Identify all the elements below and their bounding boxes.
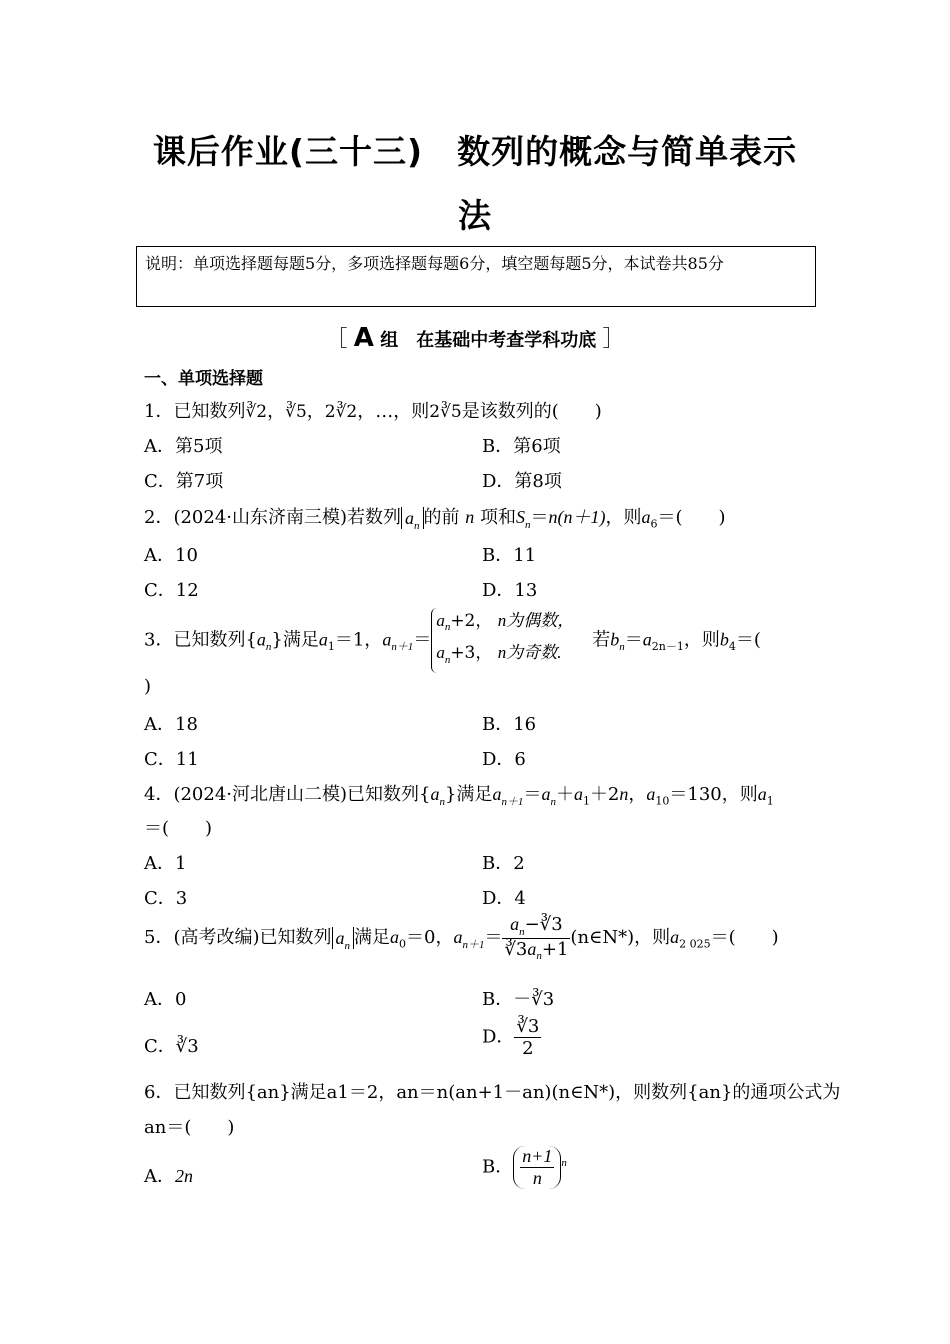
group-bracket-right: ］ <box>602 327 625 352</box>
q3-tail2: ，则 <box>683 629 720 651</box>
section-title: 一、单项选择题 <box>144 369 263 389</box>
q3-option-d: D．6 <box>482 749 526 770</box>
q4-a: a <box>430 784 440 804</box>
q2-mid: 的前 <box>423 507 460 528</box>
q3-tail: 若 <box>574 629 611 651</box>
q4-comma: ， <box>628 784 647 805</box>
q4-nvar: n <box>619 784 629 804</box>
q2-option-c: C．12 <box>144 580 199 601</box>
q3-prefix: 3．已知数列{ <box>144 629 257 651</box>
q6-b-paren <box>513 1146 561 1189</box>
q2-prefix: 2．(2024·山东济南三模)若数列 <box>144 507 402 528</box>
q5-d-label: D． <box>482 1026 515 1048</box>
group-heading <box>0 322 950 353</box>
q5-a: a <box>335 928 345 949</box>
q3-n1: n＋1 <box>391 640 414 653</box>
q4-option-c: C．3 <box>144 888 188 909</box>
q6-a-value: 2n <box>175 1166 193 1186</box>
score-note-text: 说明：单项选择题每题5分，多项选择题每题6分，填空题每题5分，本试卷共85分 <box>145 254 724 273</box>
question-6-stem: 6．已知数列{an}满足a1＝2，an＝n(an+1－an)(n∈N*)，则数列{an}的通项公式为 <box>144 1082 841 1103</box>
q2-mid2: 项和 <box>480 507 516 528</box>
question-5-stem <box>144 914 779 962</box>
q4-prefix: 4．(2024·河北唐山二模)已知数列{ <box>144 784 431 805</box>
q4-option-b: B．2 <box>482 853 525 874</box>
q1-sep2: ， <box>306 401 325 422</box>
q5-prefix: 5．(高考改编)已知数列 <box>144 927 332 949</box>
q5-fraction: $\frac{a_n-∛3}{∛3a_n+1}$ <box>504 914 569 963</box>
q2-seq-bars <box>401 507 424 532</box>
question-2-stem: 2．(2024·山东济南三模)若数列 $a_n$ 的前 n 项和$S_n=n(n+1)$，则$a_6=$( ) <box>144 507 726 532</box>
q3-case1-expr: +2， <box>450 611 493 631</box>
q1-option-a: A．第5项 <box>144 436 223 457</box>
q5-idx: 2 025 <box>679 937 711 951</box>
q4-option-a: A．1 <box>144 853 187 874</box>
q5-mid: 满足 <box>354 927 390 949</box>
q6-option-a <box>144 1162 193 1188</box>
q6-a-label: A． <box>144 1166 175 1187</box>
q3-an1: a <box>382 629 392 650</box>
q3-option-c: C．11 <box>144 749 199 770</box>
q3-b: b <box>610 629 620 650</box>
q1-prefix: 1．已知数列 <box>144 401 246 422</box>
q3-eq2: ＝ <box>413 629 432 651</box>
q4-plus: ＋ <box>555 784 574 805</box>
q5-d-den: 2 <box>522 1038 534 1059</box>
q3-option-b: B．16 <box>482 714 537 735</box>
q5-d-num: ∛3 <box>516 1016 540 1037</box>
q2-six: 6 <box>650 517 658 531</box>
q2-a: a <box>405 508 415 528</box>
q3-end-paren: ) <box>144 676 152 697</box>
q4-end: ＝( ) <box>144 818 213 839</box>
q2-option-d: D．13 <box>482 580 538 601</box>
q1-term4: 2∛5 <box>429 402 462 422</box>
q3-a1: a <box>318 629 328 650</box>
q4-one: 1 <box>766 794 774 808</box>
q1-option-b: B．第6项 <box>482 436 561 457</box>
q4-eq: ＝ <box>523 784 542 805</box>
q6-b-den: n <box>532 1168 542 1188</box>
q2-n: n <box>414 519 420 532</box>
question-4-stem <box>144 780 774 809</box>
q3-n: n <box>265 640 272 653</box>
q3-end: ＝( <box>735 629 761 651</box>
q1-sep1: ， <box>267 401 286 422</box>
q5-eq: ＝ <box>484 927 503 949</box>
q1-option-d: D．第8项 <box>482 471 562 492</box>
q5-zero: 0 <box>399 937 406 951</box>
q2-tail: ，则 <box>605 507 642 528</box>
page-title-line1: 课后作业(三十三) 数列的概念与简单表示 <box>152 132 798 171</box>
group-label: 组 在基础中考查学科功底 <box>380 330 597 351</box>
q6-option-b <box>482 1146 567 1189</box>
q2-S: S <box>516 507 525 527</box>
q2-option-a: A．10 <box>144 545 198 566</box>
q4-r1i: 1 <box>582 794 590 808</box>
q3-option-a: A．18 <box>144 714 198 735</box>
question-6-stem-line2: an＝( ) <box>144 1117 235 1138</box>
q4-an1: a <box>492 784 502 804</box>
q4-ten: 10 <box>655 794 670 808</box>
page-title-line2: 法 <box>458 196 492 235</box>
q3-bn: n <box>619 640 625 653</box>
q4-a10: a <box>646 784 656 804</box>
q5-eq0: ＝0， <box>406 927 454 949</box>
question-3-stem <box>144 608 761 673</box>
q4-n1: n＋1 <box>501 795 524 808</box>
q3-mid: }满足 <box>271 629 319 651</box>
q6-b-fraction <box>520 1146 554 1189</box>
q5-seq-bars <box>332 927 355 952</box>
q5-option-b: B．－∛3 <box>482 989 555 1010</box>
q5-a2025: a <box>670 927 680 948</box>
group-letter: A <box>353 323 374 353</box>
q2-nvar: n <box>465 507 475 527</box>
q3-eq1: ＝1， <box>334 629 383 651</box>
q2-end: ＝( ) <box>657 507 726 528</box>
q1-term3: 2∛2 <box>324 402 358 422</box>
q4-r3: ＋2 <box>589 784 620 805</box>
q5-cond: (n∈N*)，则 <box>570 927 671 949</box>
q4-mid: }满足 <box>444 784 493 805</box>
q1-term2: ∛5 <box>285 402 307 422</box>
q1-sep3: ，…，则 <box>357 401 430 422</box>
q2-rhs: n(n＋1) <box>548 507 606 527</box>
q3-a: a <box>256 629 266 650</box>
q4-r2: a <box>573 784 583 804</box>
q1-option-c: C．第7项 <box>144 471 224 492</box>
q5-d-fraction <box>514 1016 541 1059</box>
q6-b-label: B． <box>482 1156 514 1178</box>
q5-den-rad: ∛3 <box>504 938 528 960</box>
q3-case2-cond: n为奇数. <box>497 643 562 663</box>
q4-aa1: a <box>757 784 767 804</box>
q5-n1: n＋1 <box>462 938 485 951</box>
group-bracket-left: ［ <box>325 327 348 352</box>
question-1-stem <box>144 397 602 423</box>
q2-eq: ＝ <box>530 507 549 528</box>
q5-an1: a <box>453 927 463 948</box>
q4-n: n <box>439 795 445 808</box>
q5-option-c: C．∛3 <box>144 1036 199 1057</box>
q1-suffix: 是该数列的( ) <box>461 401 602 422</box>
q3-b4: b <box>719 629 729 650</box>
q2-option-b: B．11 <box>482 545 537 566</box>
q3-piecewise: $a_n+2$， n为偶数， $a_n+3$， n为奇数. <box>431 608 574 673</box>
score-note-box <box>136 246 816 307</box>
q5-den-tail: +1 <box>541 938 569 960</box>
q4-rn: n <box>550 795 556 808</box>
q4-r1: a <box>541 784 551 804</box>
q3-case1-cond: n为偶数， <box>497 611 575 630</box>
q4-option-d: D．4 <box>482 888 526 909</box>
q3-one: 1 <box>327 639 335 653</box>
q1-term1: ∛2 <box>245 402 268 422</box>
q5-num: −∛3 <box>524 914 563 935</box>
q5-n: n <box>344 939 350 952</box>
q3-idx: 2n－1 <box>651 639 684 653</box>
q6-b-exp: n <box>561 1156 567 1169</box>
q5-option-d <box>482 1016 541 1059</box>
q6-b-num: n+1 <box>522 1146 553 1166</box>
q3-a2: a <box>642 629 652 650</box>
q5-end: ＝( ) <box>710 927 779 949</box>
q3-case2-expr: +3， <box>450 643 493 664</box>
q5-a1: a <box>390 927 399 948</box>
q3-four: 4 <box>728 639 736 653</box>
q2-a6: a <box>641 507 651 527</box>
q3-eq3: ＝ <box>624 629 643 651</box>
q5-option-a: A．0 <box>144 989 187 1010</box>
q4-eq2: ＝130，则 <box>669 784 758 805</box>
